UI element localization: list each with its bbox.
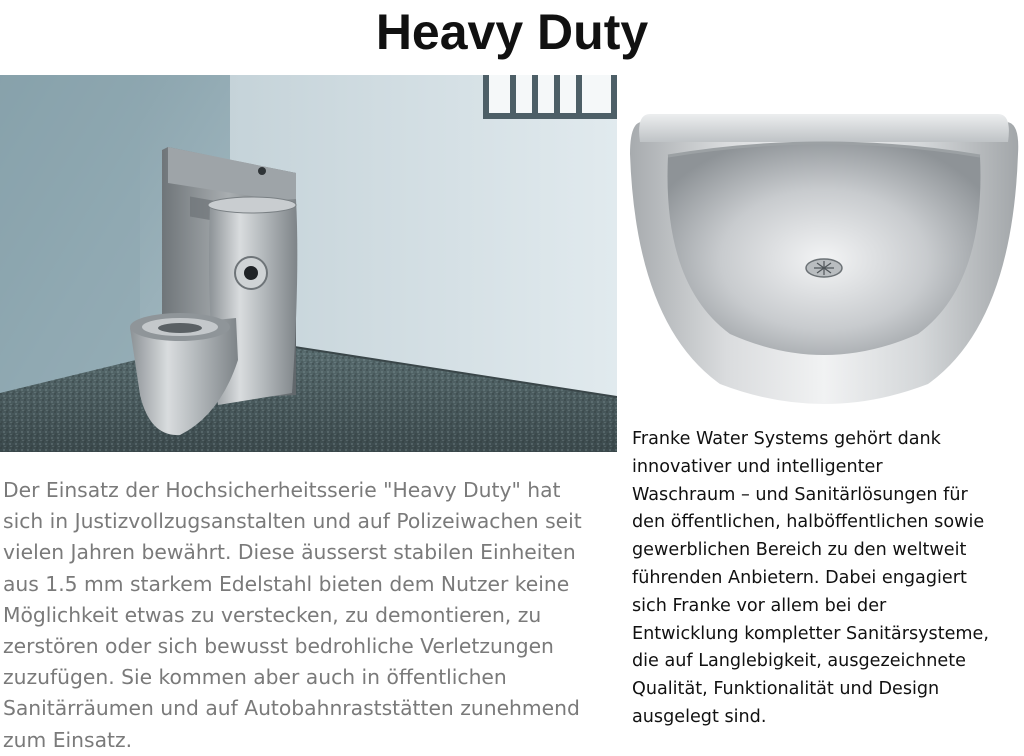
cell-unit-photo bbox=[0, 75, 617, 452]
intro-line: Sanitärräumen und auf Autobahnraststätten zunehmend bbox=[3, 696, 580, 721]
company-line: die auf Langlebigkeit, ausgezeichnete bbox=[632, 651, 966, 672]
page-title: Heavy Duty bbox=[375, 4, 649, 60]
company-line: ausgelegt sind. bbox=[632, 706, 767, 727]
intro-line: vielen Jahren bewährt. Diese äusserst stabilen Einheiten bbox=[3, 540, 576, 565]
company-line: Entwicklung kompletter Sanitärsysteme, bbox=[632, 623, 989, 644]
company-line: Qualität, Funktionalität und Design bbox=[632, 679, 940, 700]
company-line: Waschraum – und Sanitärlösungen für bbox=[632, 484, 968, 505]
company-line: den öffentlichen, halböffentlichen sowie bbox=[632, 512, 985, 533]
intro-line: Der Einsatz der Hochsicherheitsserie "Heavy Duty" hat bbox=[3, 478, 561, 502]
company-line: führenden Anbietern. Dabei engagiert bbox=[632, 567, 967, 588]
intro-paragraph bbox=[3, 475, 615, 756]
company-paragraph bbox=[632, 426, 1022, 732]
company-line: innovativer und intelligenter bbox=[632, 456, 883, 477]
intro-line: aus 1.5 mm starkem Edelstahl bieten dem Nutzer keine bbox=[3, 571, 570, 596]
intro-line: zerstören oder sich bewusst bedrohliche Verletzungen bbox=[3, 634, 554, 659]
intro-line: Möglichkeit etwas zu verstecken, zu demontieren, zu bbox=[3, 602, 542, 627]
intro-line: sich in Justizvollzugsanstalten und auf Polizeiwachen seit bbox=[3, 509, 582, 534]
intro-line: zuzufügen. Sie kommen aber auch in öffentlichen bbox=[3, 665, 507, 690]
wash-basin-photo bbox=[628, 94, 1020, 414]
intro-line: zum Einsatz. bbox=[3, 727, 133, 752]
company-line: Franke Water Systems gehört dank bbox=[632, 429, 941, 449]
company-line: gewerblichen Bereich zu den weltweit bbox=[632, 540, 967, 561]
company-line: sich Franke vor allem bei der bbox=[632, 595, 887, 616]
